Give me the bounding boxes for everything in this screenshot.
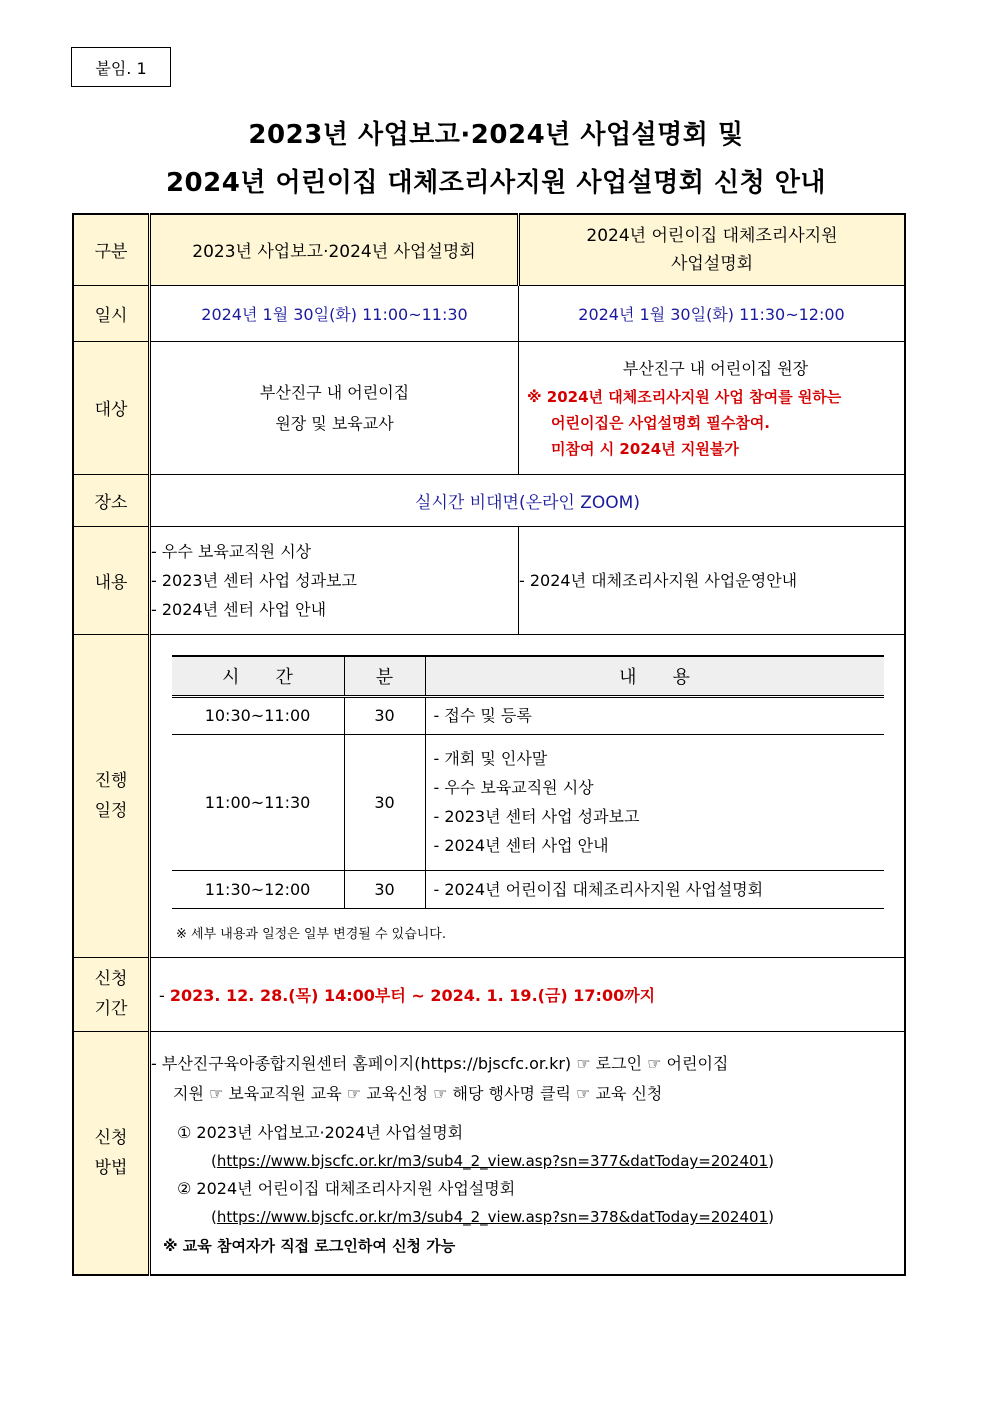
method-footnote: ※ 교육 참여자가 직접 로그인하여 신청 가능 (163, 1237, 456, 1256)
content-label: 내용 (73, 526, 150, 634)
content-col1-item: - 2023년 센터 사업 성과보고 (151, 570, 357, 590)
target-col2-note3: 미참여 시 2024년 지원불가 (551, 439, 739, 458)
period-dash: - (159, 985, 170, 1005)
schedule-table-row (172, 734, 884, 870)
datetime-col1: 2024년 1월 30일(화) 11:00~11:30 (150, 285, 519, 341)
schedule-min: 30 (344, 870, 425, 908)
schedule-cell (150, 634, 906, 957)
place-label: 장소 (73, 474, 150, 526)
schedule-table-row (172, 870, 884, 908)
content-col2: - 2024년 대체조리사지원 사업운영안내 (519, 526, 906, 634)
schedule-time: 10:30~11:00 (172, 696, 345, 734)
schedule-items (425, 734, 884, 870)
target-col2 (519, 341, 906, 474)
schedule-time: 11:00~11:30 (172, 734, 345, 870)
target-col1-line1: 부산진구 내 어린이집 (259, 382, 410, 402)
target-label: 대상 (73, 341, 150, 474)
schedule-col-time: 시 간 (172, 656, 345, 697)
method-line2: 지원 ☞ 보육교직원 교육 ☞ 교육신청 ☞ 해당 행사명 클릭 ☞ 교육 신청 (173, 1084, 663, 1104)
place-value: 실시간 비대면(온라인 ZOOM) (150, 474, 906, 526)
content-col1-item: - 2024년 센터 사업 안내 (151, 599, 327, 619)
schedule-item: - 접수 및 등록 (425, 696, 884, 734)
content-col1-item: - 우수 보육교직원 시상 (151, 541, 312, 561)
schedule-time: 11:30~12:00 (172, 870, 345, 908)
schedule-table (172, 655, 884, 909)
target-col2-main: 부산진구 내 어린이집 원장 (622, 358, 809, 378)
target-row (73, 341, 905, 474)
period-label-line2: 기간 (94, 999, 128, 1019)
info-table (72, 213, 906, 1276)
schedule-item: - 개회 및 인사말 (433, 749, 548, 768)
target-col2-note2: 어린이집은 사업설명회 필수참여. (551, 413, 771, 432)
page-title-line1: 2023년 사업보고·2024년 사업설명회 및 (248, 120, 744, 150)
method-url1: (https://www.bjscfc.or.kr/m3/sub4_2_view.asp?sn=377&datToday=202401) (211, 1152, 774, 1171)
method-line1: - 부산진구육아종합지원센터 홈페이지(https://bjscfc.or.kr) ☞ 로그인 ☞ 어린이집 (151, 1054, 729, 1074)
schedule-note: ※ 세부 내용과 일정은 일부 변경될 수 있습니다. (176, 926, 446, 942)
target-col2-note1: ※ 2024년 대체조리사지원 사업 참여를 원하는 (527, 387, 842, 406)
schedule-label (73, 634, 150, 957)
target-col1 (150, 341, 519, 474)
method-url1-link[interactable]: https://www.bjscfc.or.kr/m3/sub4_2_view.asp?sn=377&datToday=202401 (216, 1152, 769, 1171)
schedule-label-line2: 일정 (94, 800, 128, 821)
content-row (73, 526, 905, 634)
method-item1: ① 2023년 사업보고·2024년 사업설명회 (177, 1123, 464, 1143)
schedule-table-row (172, 696, 884, 734)
method-url2-link[interactable]: https://www.bjscfc.or.kr/m3/sub4_2_view.asp?sn=378&datToday=202401 (216, 1208, 769, 1227)
attachment-label: 붙임. 1 (71, 47, 171, 87)
schedule-item: - 우수 보육교직원 시상 (433, 778, 594, 797)
target-col1-line2: 원장 및 보육교사 (275, 413, 394, 433)
schedule-label-line1: 진행 (94, 770, 128, 791)
page-title-line2: 2024년 어린이집 대체조리사지원 사업설명회 신청 안내 (165, 168, 827, 198)
datetime-col2: 2024년 1월 30일(화) 11:30~12:00 (519, 285, 906, 341)
period-cell (150, 957, 906, 1031)
method-label-line1: 신청 (94, 1127, 128, 1148)
header-col2 (519, 214, 906, 285)
schedule-item: - 2024년 센터 사업 안내 (433, 836, 609, 855)
datetime-row (73, 285, 905, 341)
content-col1 (150, 526, 519, 634)
period-label (73, 957, 150, 1031)
schedule-item: - 2024년 어린이집 대체조리사지원 사업설명회 (425, 870, 884, 908)
method-cell (150, 1031, 906, 1275)
header-row (73, 214, 905, 285)
schedule-row (73, 634, 905, 957)
method-label (73, 1031, 150, 1275)
period-value: 2023. 12. 28.(목) 14:00부터 ~ 2024. 1. 19.(금) 17:00까지 (169, 985, 656, 1005)
schedule-min: 30 (344, 734, 425, 870)
method-row (73, 1031, 905, 1275)
schedule-col-content: 내 용 (425, 656, 884, 697)
method-item2: ② 2024년 어린이집 대체조리사지원 사업설명회 (177, 1179, 516, 1199)
schedule-min: 30 (344, 696, 425, 734)
header-label: 구분 (73, 214, 150, 285)
header-col2-line1: 2024년 어린이집 대체조리사지원 (586, 225, 838, 246)
method-url2: (https://www.bjscfc.or.kr/m3/sub4_2_view.asp?sn=378&datToday=202401) (211, 1208, 774, 1227)
schedule-item: - 2023년 센터 사업 성과보고 (433, 807, 640, 826)
period-row (73, 957, 905, 1031)
header-col1: 2023년 사업보고·2024년 사업설명회 (150, 214, 519, 285)
place-row (73, 474, 905, 526)
method-label-line2: 방법 (94, 1157, 128, 1178)
period-label-line1: 신청 (94, 969, 128, 989)
datetime-label: 일시 (73, 285, 150, 341)
schedule-col-min: 분 (344, 656, 425, 697)
header-col2-line2: 사업설명회 (670, 253, 754, 274)
